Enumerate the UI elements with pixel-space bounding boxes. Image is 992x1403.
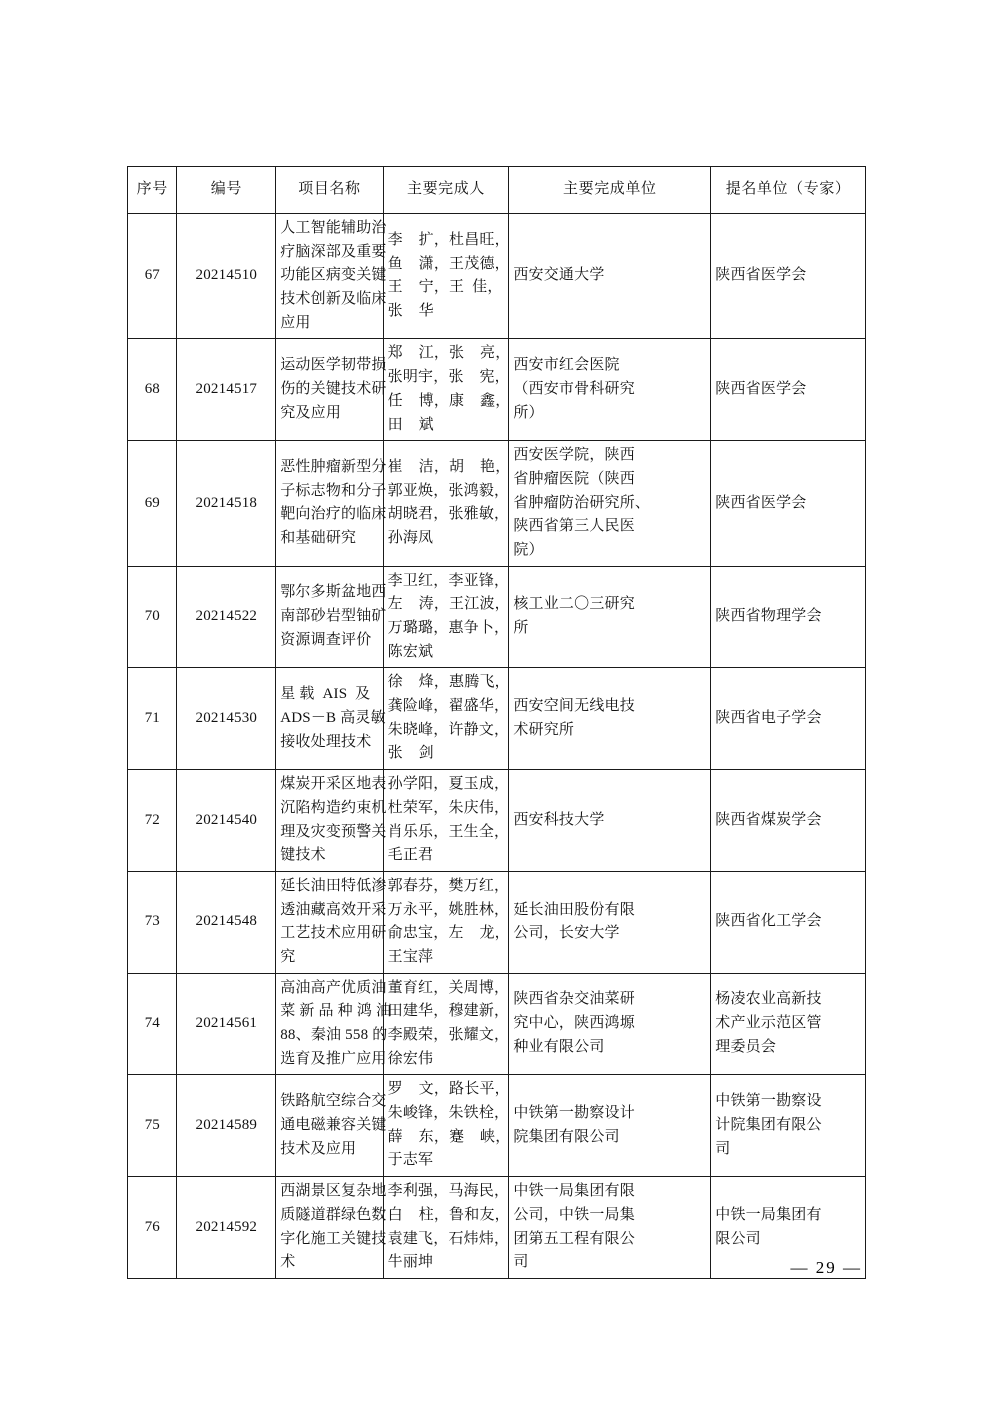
text-line: 省肿瘤医院（陕西 [513, 470, 635, 487]
cell-nominating-unit [711, 770, 866, 872]
text-line: 杨凌农业高新技 [715, 991, 822, 1008]
cell-project-name [276, 973, 392, 1075]
text-line: 徐 烽，惠腾飞， [387, 674, 510, 691]
text-line: 延长油田股份有限 [513, 901, 635, 918]
text-line: 和基础研究 [280, 530, 357, 547]
cell-sequence: 70 [128, 566, 177, 668]
text-line: 公司，长安大学 [513, 925, 620, 942]
cell-nominating-unit [711, 871, 866, 973]
cell-project-name [276, 339, 387, 441]
table-row [128, 339, 866, 441]
text-line: 延长油田特低渗 [280, 877, 387, 894]
text-line: 于志军 [387, 1152, 434, 1169]
cell-sequence: 72 [128, 770, 177, 872]
cell-main-units [509, 770, 711, 872]
cell-sequence: 76 [128, 1177, 177, 1279]
cell-code: 20214561 [177, 973, 276, 1075]
table-row [128, 668, 866, 770]
cell-main-units [509, 668, 711, 770]
text-line: 西安市红会医院 [513, 357, 620, 374]
text-line: 陕西省医学会 [715, 494, 807, 511]
text-line: 究中心，陕西鸿塬 [513, 1015, 635, 1032]
text-line: 中铁第一勘察设 [715, 1093, 822, 1110]
text-line: 沉陷构造约束机 [280, 799, 387, 816]
table-row [128, 770, 866, 872]
cell-main-contributors [383, 566, 509, 668]
text-line: 术 [280, 1254, 296, 1271]
text-line: 肖乐乐，王生全， [387, 823, 510, 840]
text-line: 西安空间无线电技 [513, 698, 635, 715]
text-line: 徐宏伟 [387, 1050, 434, 1067]
text-line: 恶性肿瘤新型分 [280, 459, 387, 476]
text-line: 字化施工关键技 [280, 1230, 387, 1247]
text-line: 朱峻锋，朱铁栓， [387, 1105, 510, 1122]
cell-project-name [276, 871, 387, 973]
text-line: 陈宏斌 [387, 643, 434, 660]
text-line: 李利强，马海民， [387, 1183, 510, 1200]
column-header-sequence: 序号 [128, 167, 177, 214]
text-line: 田 斌 [387, 416, 434, 433]
text-line: 朱晓峰，许静文， [387, 721, 510, 738]
text-line: （西安市骨科研究 [513, 380, 635, 397]
text-line: 所） [513, 404, 544, 421]
text-line: 张明宇，张 宪， [387, 369, 510, 386]
cell-sequence: 71 [128, 668, 177, 770]
cell-nominating-unit [711, 973, 866, 1075]
text-line: 通电磁兼容关键 [280, 1116, 387, 1133]
cell-code: 20214592 [177, 1177, 276, 1279]
table-row [128, 441, 866, 566]
cell-main-units [509, 871, 711, 973]
cell-main-contributors [383, 973, 509, 1075]
text-line: 陕西省杂交油菜研 [513, 991, 635, 1008]
column-header-code: 编号 [177, 167, 276, 214]
table-row [128, 1075, 866, 1177]
text-line: 张 华 [387, 302, 434, 319]
text-line: 陕西省煤炭学会 [715, 811, 822, 828]
text-line: 郭亚焕，张鸿毅， [387, 482, 510, 499]
text-line: 究 [280, 948, 296, 965]
column-header-nominating-unit: 提名单位（专家） [711, 167, 866, 214]
text-line: 省肿瘤防治研究所、 [513, 494, 651, 511]
text-line: 中铁第一勘察设计 [513, 1105, 635, 1122]
text-line: 西安交通大学 [513, 267, 605, 284]
cell-nominating-unit [711, 441, 866, 566]
text-line: 院） [513, 541, 544, 558]
text-line: 李殿荣，张耀文， [387, 1027, 510, 1043]
cell-main-contributors [383, 668, 509, 770]
text-line: 陕西省医学会 [715, 380, 807, 397]
text-line: 陕西省化工学会 [715, 913, 822, 930]
text-line: 限公司 [715, 1230, 761, 1247]
text-line: 薛 东，蹇 峡， [387, 1128, 511, 1145]
text-line: 万永平，姚胜林， [387, 901, 510, 918]
text-line: 西安医学院，陕西 [513, 447, 635, 464]
text-line: 理及灾变预警关 [280, 823, 387, 840]
text-line: 西安科技大学 [513, 811, 605, 828]
cell-main-contributors [383, 770, 509, 872]
text-line: 张 剑 [387, 745, 434, 762]
text-line: 田建华，穆建新， [387, 1003, 510, 1020]
cell-main-contributors [383, 214, 509, 339]
cell-main-units [509, 214, 711, 339]
text-line: 理委员会 [715, 1038, 777, 1055]
cell-nominating-unit [711, 339, 866, 441]
text-line: 煤炭开采区地表 [280, 776, 387, 793]
cell-sequence: 73 [128, 871, 177, 973]
cell-sequence: 67 [128, 214, 177, 339]
cell-main-contributors [383, 339, 509, 441]
text-line: 陕西省医学会 [715, 267, 807, 284]
table-header-row [128, 167, 866, 214]
text-line: 技术创新及临床 [280, 291, 387, 308]
text-line: 鱼 潇，王茂德， [387, 255, 510, 272]
text-line: 术产业示范区管 [715, 1015, 822, 1032]
text-line: 郑 江，张 亮， [387, 345, 511, 362]
text-line: 工艺技术应用研 [280, 925, 387, 942]
cell-project-name [276, 1075, 387, 1177]
text-line: 接收处理技术 [280, 733, 372, 750]
cell-main-contributors [383, 441, 509, 566]
text-line: 菜 新 品 种 鸿 油 [280, 1003, 392, 1020]
cell-main-units [509, 566, 711, 668]
text-line: 团第五工程有限公 [513, 1230, 635, 1247]
text-line: 崔 洁，胡 艳， [387, 459, 511, 476]
text-line: 王 宁，王 佳， [387, 279, 503, 296]
cell-main-units [509, 1075, 711, 1177]
page-number: — 29 — [790, 1258, 862, 1277]
text-line: 左 涛，王江波， [387, 596, 510, 613]
text-line: 资源调查评价 [280, 631, 372, 648]
cell-main-units [509, 339, 711, 441]
text-line: 俞忠宝，左 龙， [387, 925, 510, 942]
text-line: 透油藏高效开采 [280, 901, 387, 918]
column-header-project-name: 项目名称 [276, 167, 383, 214]
text-line: 中铁一局集团有 [715, 1206, 822, 1223]
text-line: 万璐璐，惠争卜， [387, 620, 510, 636]
text-line: 院集团有限公司 [513, 1128, 620, 1145]
text-line: 鄂尔多斯盆地西 [280, 584, 387, 601]
text-line: 人工智能辅助治 [280, 220, 387, 236]
text-line: 应用 [280, 314, 311, 331]
text-line: 靶向治疗的临床 [280, 506, 387, 523]
text-line: 陕西省第三人民医 [513, 518, 635, 535]
cell-project-name [276, 566, 387, 668]
text-line: 西湖景区复杂地 [280, 1183, 387, 1200]
cell-main-contributors [383, 1075, 509, 1177]
cell-code: 20214510 [177, 214, 276, 339]
text-line: 质隧道群绿色数 [280, 1206, 387, 1223]
text-line: 技术及应用 [280, 1140, 357, 1157]
text-line: 胡晓君，张雅敏， [387, 506, 510, 523]
cell-code: 20214540 [177, 770, 276, 872]
text-line: 王宝萍 [387, 948, 434, 965]
text-line: 计院集团有限公 [715, 1116, 822, 1133]
text-line: 键技术 [280, 847, 326, 864]
cell-main-units [509, 973, 711, 1075]
text-line: ADS－B 高灵敏 [280, 709, 386, 726]
text-line: 功能区病变关键 [280, 267, 387, 284]
cell-nominating-unit [711, 1075, 866, 1177]
column-header-main-units: 主要完成单位 [509, 167, 711, 214]
table-row [128, 871, 866, 973]
award-projects-table [127, 166, 866, 1279]
text-line: 毛正君 [387, 847, 434, 864]
text-line: 郭春芬，樊万红， [387, 877, 510, 894]
text-line: 袁建飞，石炜炜， [387, 1230, 510, 1247]
cell-code: 20214518 [177, 441, 276, 566]
cell-code: 20214589 [177, 1075, 276, 1177]
text-line: 88、秦油 558 的 [280, 1027, 388, 1043]
cell-sequence: 74 [128, 973, 177, 1075]
text-line: 杜荣军，朱庆伟， [387, 799, 510, 816]
cell-code: 20214548 [177, 871, 276, 973]
cell-sequence: 69 [128, 441, 177, 566]
text-line: 星 载 AIS 及 [280, 686, 371, 703]
text-line: 孙海凤 [387, 530, 434, 547]
cell-code: 20214517 [177, 339, 276, 441]
table-body [128, 214, 866, 1279]
text-line: 选育及推广应用 [280, 1050, 387, 1067]
table-header [128, 167, 866, 214]
text-line: 运动医学韧带损 [280, 357, 387, 374]
text-line: 中铁一局集团有限 [513, 1183, 635, 1200]
cell-project-name [276, 770, 387, 872]
cell-nominating-unit [711, 566, 866, 668]
column-header-main-contributors: 主要完成人 [383, 167, 509, 214]
cell-project-name [276, 441, 387, 566]
text-line: 所 [513, 620, 529, 636]
table-row [128, 973, 866, 1075]
cell-nominating-unit [711, 668, 866, 770]
text-line: 司 [715, 1140, 731, 1157]
cell-code: 20214522 [177, 566, 276, 668]
cell-nominating-unit [711, 214, 866, 339]
cell-project-name [276, 668, 386, 770]
text-line: 陕西省电子学会 [715, 709, 822, 726]
text-line: 子标志物和分子 [280, 482, 387, 499]
text-line: 术研究所 [513, 721, 575, 738]
table-row [128, 566, 866, 668]
table-row [128, 214, 866, 339]
text-line: 疗脑深部及重要 [280, 243, 387, 260]
text-line: 董育红，关周博， [387, 979, 510, 996]
text-line: 司 [513, 1254, 529, 1271]
text-line: 核工业二〇三研究 [513, 596, 635, 613]
cell-main-units [509, 441, 711, 566]
text-line: 牛丽坤 [387, 1254, 434, 1271]
text-line: 李卫红，李亚锋， [387, 572, 510, 589]
text-line: 究及应用 [280, 404, 342, 421]
text-line: 公司，中铁一局集 [513, 1206, 635, 1223]
text-line: 高油高产优质油 [280, 979, 387, 996]
cell-main-contributors [383, 871, 509, 973]
text-line: 孙学阳，夏玉成， [387, 776, 510, 793]
text-line: 龚险峰，翟盛华， [387, 698, 510, 715]
text-line: 任 博，康 鑫， [387, 392, 511, 409]
cell-project-name [276, 214, 387, 339]
cell-code: 20214530 [177, 668, 276, 770]
text-line: 伤的关键技术研 [280, 380, 387, 397]
cell-sequence: 75 [128, 1075, 177, 1177]
text-line: 铁路航空综合交 [280, 1093, 387, 1110]
text-line: 种业有限公司 [513, 1038, 605, 1055]
cell-sequence: 68 [128, 339, 177, 441]
text-line: 白 柱，鲁和友， [387, 1206, 510, 1223]
text-line: 罗 文，路长平， [387, 1081, 510, 1098]
text-line: 南部砂岩型铀矿 [280, 608, 387, 625]
text-line: 陕西省物理学会 [715, 608, 822, 625]
text-line: 李 扩，杜昌旺， [387, 231, 510, 248]
